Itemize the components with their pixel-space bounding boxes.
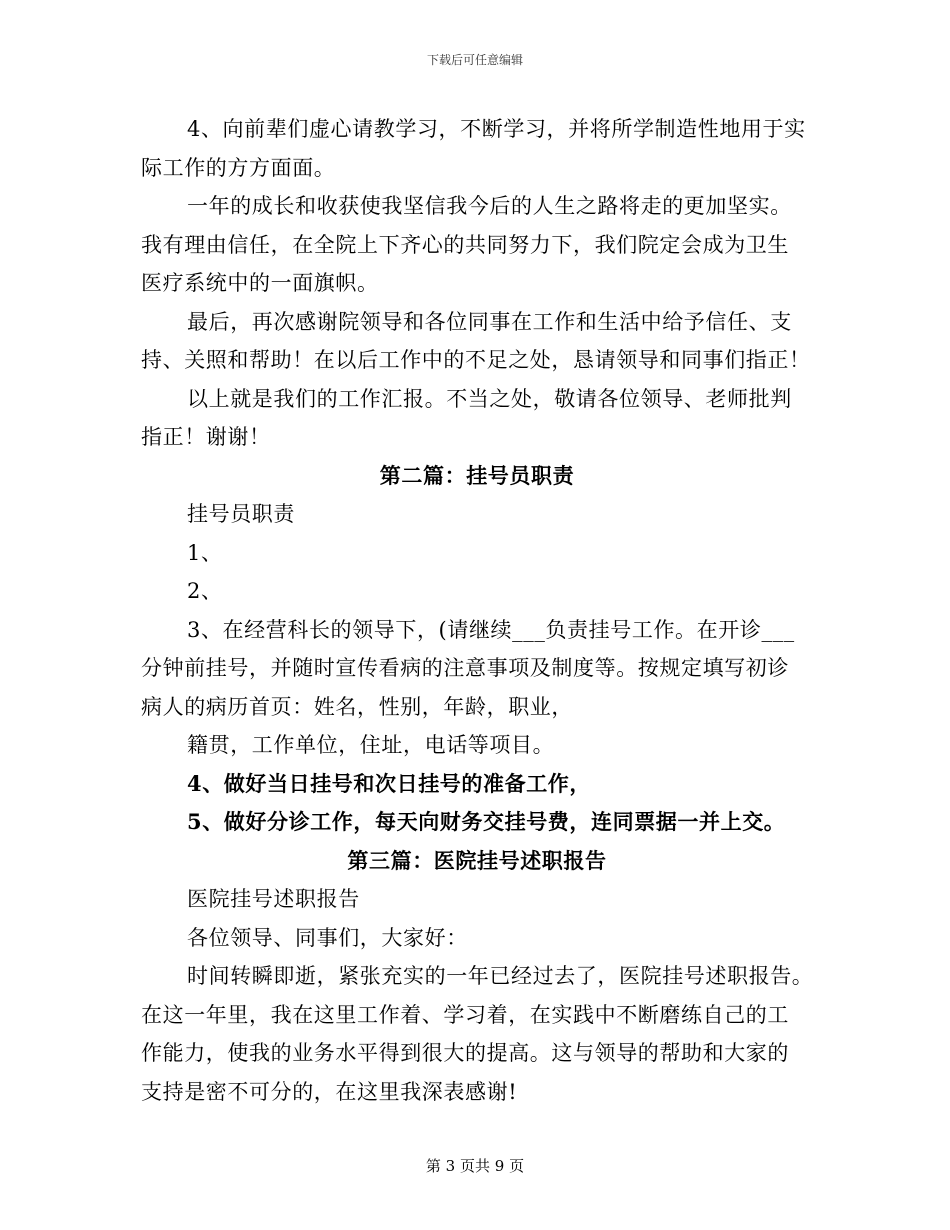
- paragraph-line: 一年的成长和收获使我坚信我今后的人生之路将走的更加坚实。: [187, 194, 792, 218]
- page-number: 第 3 页共 9 页: [425, 1157, 525, 1175]
- list-item: 3、在经营科长的领导下，(请继续___负责挂号工作。在开诊___: [187, 617, 795, 642]
- paragraph-line: 我有理由信任，在全院上下齐心的共同努力下，我们院定会成为卫生: [141, 232, 789, 257]
- paragraph-line: 籍贯，工作单位，住址，电话等项目。: [187, 733, 555, 757]
- page-header: 下载后可任意编辑: [426, 53, 523, 67]
- list-item: 2、: [187, 579, 223, 603]
- paragraph-line: 在这一年里，我在这里工作着、学习着，在实践中不断磨练自己的工: [141, 1002, 789, 1027]
- document-body: [141, 110, 813, 1111]
- paragraph-line: 时间转瞬即逝，紧张充实的一年已经过去了，医院挂号述职报告。: [187, 964, 814, 988]
- section-heading-2: 第二篇：挂号员职责: [379, 462, 575, 488]
- paragraph-line: 4、向前辈们虚心请教学习，不断学习，并将所学制造性地用于实: [187, 117, 806, 141]
- list-item: 4、做好当日挂号和次日挂号的准备工作，: [187, 770, 592, 796]
- paragraph-line: 指正！谢谢！: [141, 425, 271, 449]
- list-item: 5、做好分诊工作，每天向财务交挂号费，连同票据一并上交。: [187, 809, 786, 834]
- paragraph-line: 挂号员职责: [187, 502, 295, 526]
- paragraph-line: 医院挂号述职报告: [187, 887, 360, 911]
- salutation-line: 各位领导、同事们，大家好：: [187, 925, 468, 950]
- paragraph-line: 支持是密不可分的，在这里我深表感谢!: [141, 1079, 518, 1104]
- paragraph-line: 病人的病历首页：姓名，性别，年龄，职业，: [141, 694, 573, 719]
- paragraph-line: 最后，再次感谢院领导和各位同事在工作和生活中给予信任、支: [187, 309, 792, 334]
- paragraph-line: 际工作的方方面面。: [141, 155, 336, 180]
- paragraph-line: 以上就是我们的工作汇报。不当之处，敬请各位领导、老师批判: [187, 386, 792, 411]
- paragraph-line: 分钟前挂号，并随时宣传看病的注意事项及制度等。按规定填写初诊: [141, 656, 789, 680]
- paragraph-line: 作能力，使我的业务水平得到很大的提高。这与领导的帮助和大家的: [141, 1041, 789, 1065]
- section-heading-3: 第三篇：医院挂号述职报告: [347, 847, 607, 873]
- paragraph-line: 持、关照和帮助！在以后工作中的不足之处，恳请领导和同事们指正！: [141, 348, 811, 372]
- list-item: 1、: [187, 540, 223, 565]
- paragraph-line: 医疗系统中的一面旗帜。: [141, 271, 379, 295]
